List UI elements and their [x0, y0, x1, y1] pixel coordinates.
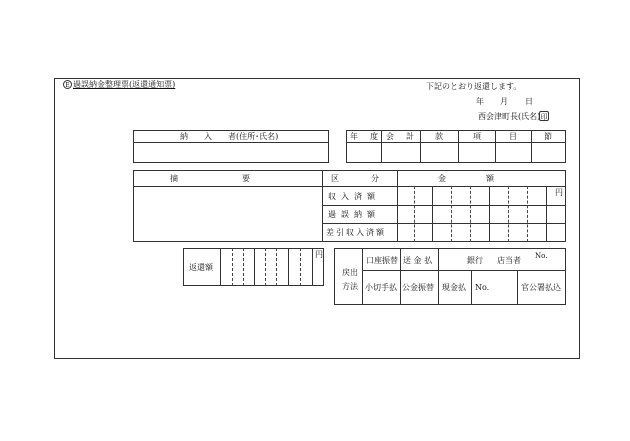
- detail-header-category: 区 分: [331, 174, 379, 183]
- date-day: 日: [525, 97, 533, 106]
- issuer-name: 西会津町長(氏名): [478, 112, 541, 121]
- method-account-transfer[interactable]: 口座振替: [366, 256, 398, 265]
- bank-label: 銀行: [467, 256, 483, 265]
- method-label-1: 戻出: [342, 268, 358, 277]
- detail-header-amount: 金 額: [438, 174, 494, 183]
- form-title: 過誤納金整理票(返還通知票): [73, 80, 176, 89]
- refund-unit: 円: [315, 250, 323, 259]
- no-label-2: No.: [475, 283, 490, 292]
- row-label-net: 差引収入済額: [326, 228, 386, 237]
- row-label-overpaid: 過誤納額: [328, 210, 380, 219]
- fiscal-header-account: 会 計: [386, 132, 416, 141]
- detail-header-summary: 摘 要: [170, 174, 250, 183]
- summary-input[interactable]: [134, 187, 321, 241]
- no-label-1: No.: [535, 252, 548, 260]
- method-public-transfer[interactable]: 公金振替: [402, 283, 434, 292]
- fiscal-header-kou: 項: [473, 132, 481, 141]
- method-check[interactable]: 小切手払: [365, 283, 397, 292]
- method-remittance[interactable]: 送 金 払: [403, 256, 433, 265]
- fiscal-header-setsu: 節: [544, 132, 552, 141]
- refund-label: 返還額: [189, 263, 213, 272]
- method-cash[interactable]: 現金払: [442, 283, 466, 292]
- branch-label: 店当者: [497, 256, 521, 265]
- amount-unit: 円: [555, 188, 563, 197]
- seal-mark: 印: [540, 113, 548, 121]
- row-label-received: 収入済額: [328, 192, 380, 201]
- date-month: 月: [500, 97, 508, 106]
- date-year: 年: [476, 97, 484, 106]
- payer-header: 納 入 者(住所･氏名): [180, 132, 279, 141]
- method-government-office[interactable]: 官公署払込: [521, 283, 561, 292]
- circle-mark: E: [63, 80, 72, 89]
- notice-text: 下記のとおり返還します。: [426, 82, 522, 91]
- fiscal-header-year: 年 度: [350, 132, 380, 141]
- fiscal-header-kan: 款: [435, 132, 443, 141]
- fiscal-header-moku: 目: [509, 132, 517, 141]
- payer-input[interactable]: [134, 143, 328, 162]
- method-label-2: 方法: [342, 282, 358, 291]
